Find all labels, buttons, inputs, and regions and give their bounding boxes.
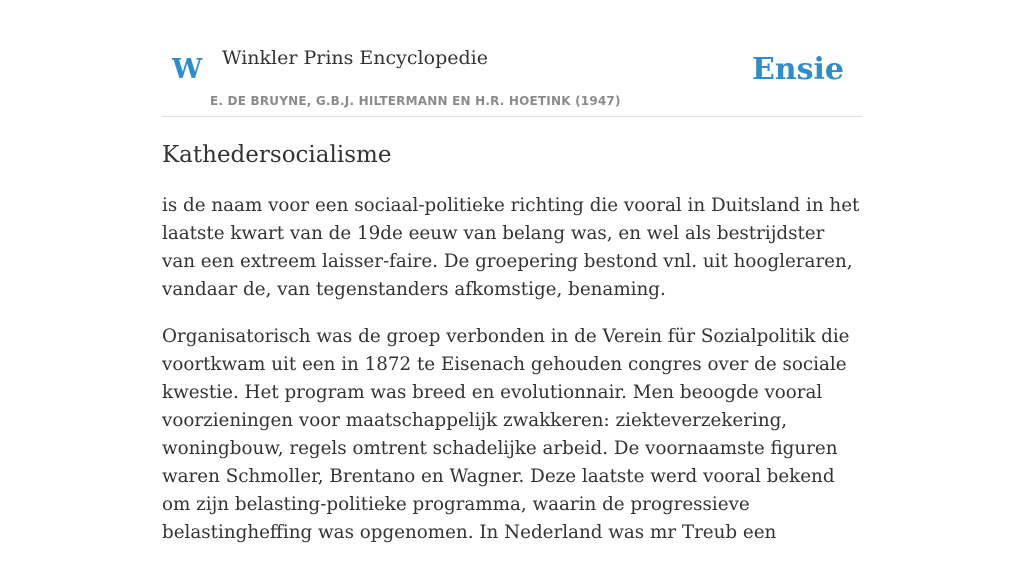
ensie-brand-logo[interactable]: Ensie	[751, 52, 844, 87]
article-paragraph: Organisatorisch was de groep verbonden in de Verein für Sozialpolitik die voortkwam uit een in 1872 te Eisenach gehouden congres over de sociale kwestie. Het program was breed en evolutionnair. Men beoogde vooral voorzieningen voor maatschappelijk zwakkeren: ziekteverzekering, woningbouw, regels omtrent schadelijke arbeid. De voornaamste figuren waren Schmoller, Brentano en Wagner. Deze laatste werd vooral bekend om zijn belasting-politieke programma, waarin de progressieve belastingheffing was opgenomen. In Nederland was mr Treub een	[162, 326, 850, 543]
publication-title[interactable]: Winkler Prins Encyclopedie	[222, 47, 488, 69]
winkler-prins-logo[interactable]: W	[172, 54, 203, 85]
article-title: Kathedersocialisme	[162, 142, 392, 168]
site-header	[162, 0, 862, 117]
publication-authors: E. DE BRUYNE, G.B.J. HILTERMANN EN H.R. HOETINK (1947)	[210, 94, 621, 108]
article-body	[162, 192, 862, 566]
article-paragraph: is de naam voor een sociaal-politieke richting die vooral in Duitsland in het laatste kwart van de 19de eeuw van belang was, en wel als bestrijdster van een extreem laisser-faire. De groepering bestond vnl. uit hoogleraren, vandaar de, van tegenstanders afkomstige, benaming.	[162, 195, 860, 300]
